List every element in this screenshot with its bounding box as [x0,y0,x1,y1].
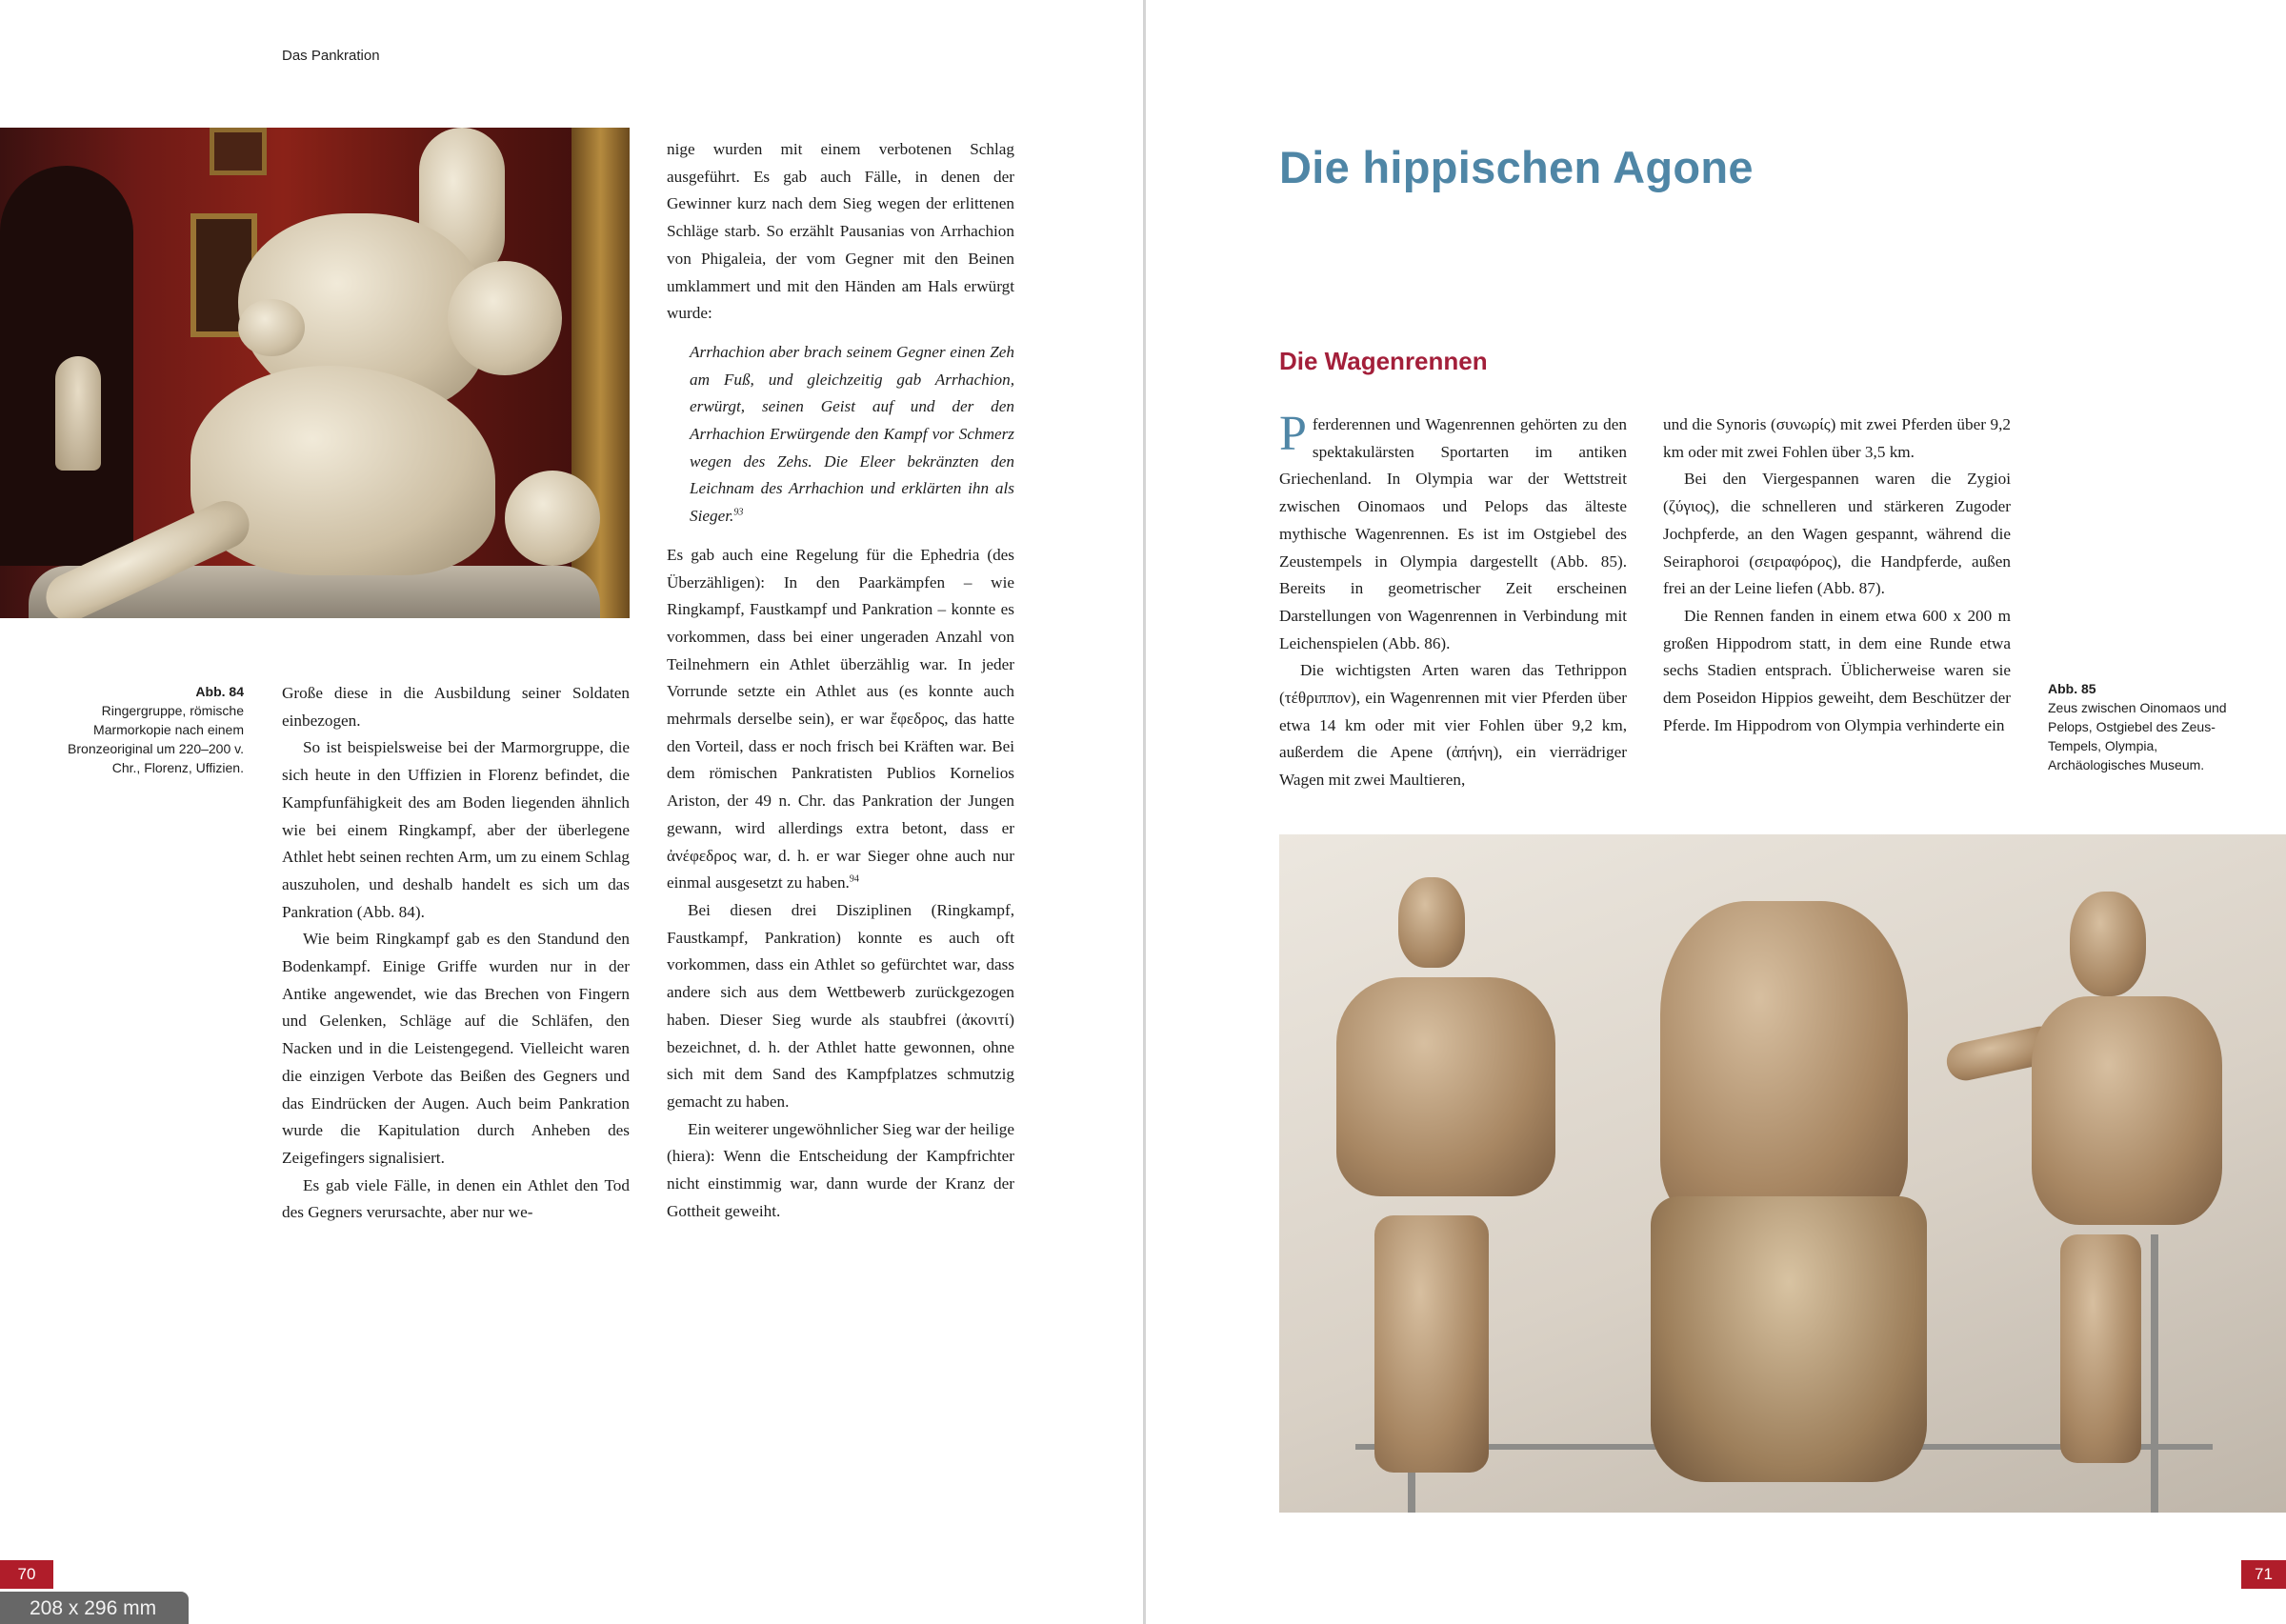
paragraph: Große diese in die Ausbildung seiner Soldaten einbezogen. [282,684,630,730]
statue-drapery [1651,1196,1927,1482]
caption-text: Ringergruppe, römische Marmorkopie nach einem Bronzeoriginal um 220–200 v. Chr., Florenz, Uffizien. [68,703,244,775]
chapter-title: Die hippischen Agone [1279,142,1754,192]
paragraph: Bei diesen drei Disziplinen (Ringkampf, Faustkampf, Pankration) konnte es auch oft vorkommen, dass ein Athlet so gefürchtet war, dass andere sich aus dem Wettbewerb zurückgezogen haben. Dieser Sieg wurde als staubfrei (ἀκονιτί) bezeichnet, d. h. der Athlet hatte gewonnen, ohne sich mit dem Sand des Kampfplatzes schmutzig gemacht zu haben. [667,900,1014,1111]
statue-torso [1336,977,1555,1196]
statue-leg [1374,1215,1489,1473]
paragraph [667,542,1014,897]
figure-caption-84 [57,682,244,777]
drop-cap: P [1279,407,1307,461]
background-statuette [55,356,101,471]
paragraph: und die Synoris (συνωρίς) mit zwei Pferden über 9,2 km oder mit zwei Fohlen über 3,5 km. [1663,415,2011,461]
paragraph: Wie beim Ringkampf gab es den Standund den Bodenkampf. Einige Griffe wurden nur in der Antike angewendet, wie das Brechen von Fingern und Gelenken, Schläge auf die Schläfen, den Nacken und in die Leistengegend. Vielleicht waren die einzigen Verbote das Beißen des Gegners und das Eindrücken der Augen. Auch beim Pankration wurde die Kapitulation durch Anheben des Zeigefingers signalisiert. [282,930,630,1167]
page-size-badge: 208 x 296 mm [0,1592,189,1624]
footnote-ref: 94 [849,873,859,885]
painting-frame [210,128,267,175]
statue-leg [2060,1234,2141,1463]
statue-torso [1660,901,1908,1225]
paragraph: Ein weiterer ungewöhnlicher Sieg war der heilige (hiera): Wenn die Entscheidung der Kampfrichter nicht einstimmig war, dann wurde der Kranz der Gottheit geweiht. [667,1119,1014,1220]
marble-form [505,471,600,566]
paragraph: nige wurden mit einem verbotenen Schlag ausgeführt. Es gab auch Fälle, in denen der Gewinner kurz nach dem Sieg wegen der erlittenen Schläge starb. So erzählt Pausanias von Arrhachion von Phigaleia, der vom Gegner mit den Beinen umklammert und mit den Händen am Hals erwürgt wurde: [667,140,1014,323]
text-column-2 [667,136,1014,1225]
statue-torso [2032,996,2222,1225]
paragraph: Es gab viele Fälle, in denen ein Athlet den Tod des Gegners verursachte, aber nur we- [282,1175,630,1222]
quote-text: Arrhachion aber brach seinem Gegner einen Zeh am Fuß, und gleichzeitig gab Arrhachion, erwürgt, seinen Geist auf und der den Arrhachion Erwürgende den Kampf vor Schmerz wegen des Zehs. Die Eleer bekränzten den Leichnam des Arrhachion und erklärten ihn als Sieger. [690,342,1014,526]
paragraph: Die Rennen fanden in einem etwa 600 x 200 m großen Hippodrom statt, in dem eine Runde etwa sechs Stadien entsprach. Üblicherweise waren sie dem Poseidon Hippios geweiht, dem Beschützer der Pferde. Im Hippodrom von Olympia verhinderte ein [1663,606,2011,734]
footnote-ref: 93 [733,507,744,518]
caption-text: Zeus zwischen Oinomaos und Pelops, Ostgiebel des Zeus-Tempels, Olympia, Archäologisches Museum. [2048,700,2227,772]
paragraph: Bei den Viergespannen waren die Zygioi (ζύγιος), die schnelleren und stärkeren Zugoder Jochpferde, an den Wagen gespannt, während die Seiraphoroi (σειραφόρος), die Handpferde, außen frei an der Leine liefen (Abb. 87). [1663,470,2011,598]
paragraph: Die wichtigsten Arten waren das Tethrippon (τέθριππον), ein Wagenrennen mit vier Pferden über etwa 14 km oder mit vier Fohlen über 9,2 km, außerdem die Apene (ἀπήνη), ein vierrädriger Wagen mit zwei Maultieren, [1279,661,1627,790]
caption-number: Abb. 85 [2048,681,2096,696]
running-head: Das Pankration [282,48,380,64]
marble-form [448,261,562,375]
text-column-1 [282,680,630,1227]
caption-number: Abb. 84 [195,684,244,699]
paragraph: So ist beispielsweise bei der Marmorgruppe, die sich heute in den Uffizien in Florenz befindet, die Kampfunfähigkeit des am Boden liegenden ähnlich wie bei einem Ringkampf, aber der überlegene Athlet hebt seinen rechten Arm, um zu einem Schlag auszuholen, und deshalb handelt es sich um das Pankration (Abb. 84). [282,738,630,921]
page-number-left: 70 [0,1560,53,1589]
paragraph [1279,407,1627,657]
statue-head [2070,892,2146,996]
sculpture-photo-icon [0,128,630,618]
block-quote [690,339,1014,531]
text-column-3 [1279,407,1627,794]
section-subtitle: Die Wagenrennen [1279,347,1488,375]
paragraph-text: ferderennen und Wagenrennen gehörten zu den spektakulärsten Sportarten im antiken Griechenland. In Olympia war der Wettstreit zwischen Oinomaos und Pelops das älteste mythische Wagenrennen. Es ist im Ostgiebel des Zeustempels in Olympia dargestellt (Abb. 85). Bereits in geometrischer Zeit erscheinen Darstellungen von Wagenrennen in Verbindung mit Leichenspielen (Abb. 86). [1279,415,1627,652]
marble-form [238,299,305,356]
right-page [1146,0,2286,1624]
text-column-4 [1663,411,2011,739]
figure-caption-85 [2048,679,2243,774]
pediment-statues-photo-icon [1279,834,2286,1513]
page-number-right: 71 [2241,1560,2286,1589]
statue-head [1398,877,1465,968]
paragraph-text: Es gab auch eine Regelung für die Ephedria (des Überzähligen): In den Paarkämpfen – wie Ringkampf, Faustkampf und Pankration – konnte es vorkommen, dass bei einer ungeraden Anzahl von Teilnehmern ein Athlet überzählig war. In jeder Vorrunde setzte ein Athlet aus (es konnte auch mehrmals derselbe sein), er war ἔφεδρος, das hatte den Vorteil, dass er noch frisch bei Kräften war. Bei dem römischen Pankratisten Publios Kornelios Ariston, der 49 n. Chr. das Pankration der Jungen gewann, wird allerdings extra betont, dass er ἀνέφεδρος war, d. h. er war Sieger ohne auch nur einmal ausgesetzt zu haben. [667,545,1014,892]
display-rail [2151,1234,2158,1513]
